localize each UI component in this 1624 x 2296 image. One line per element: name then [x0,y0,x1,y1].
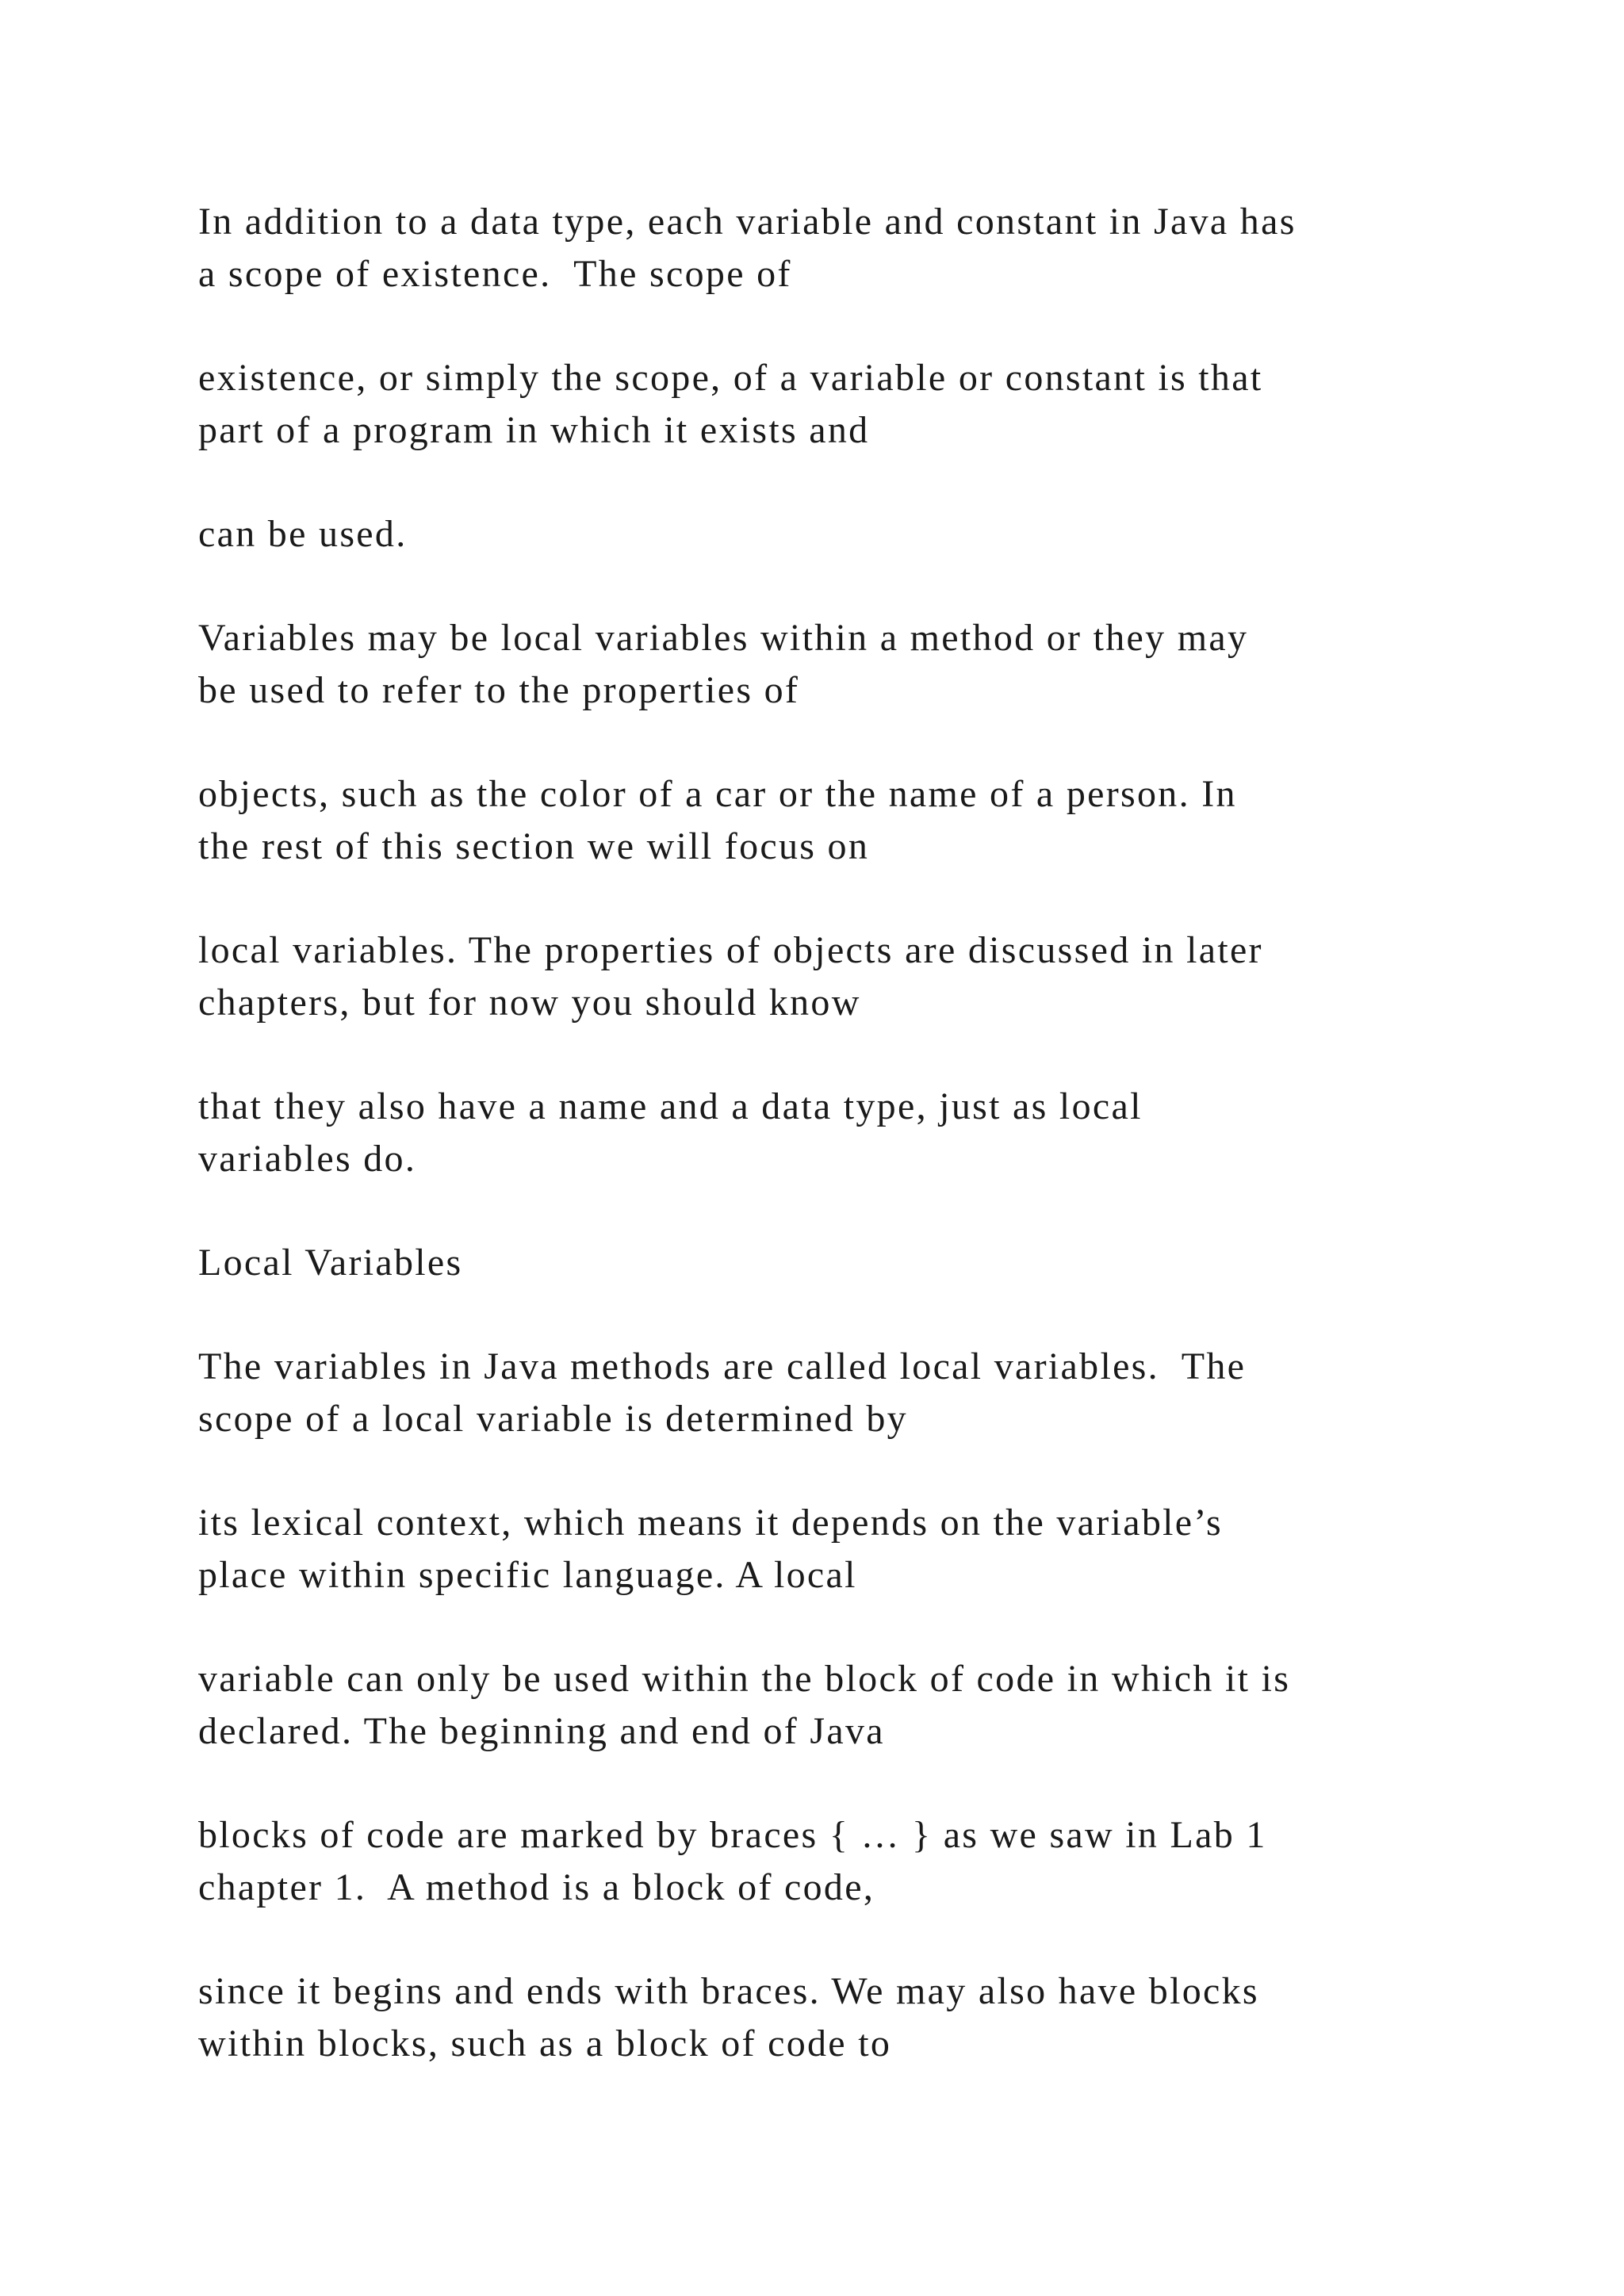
text-line: chapter 1. A method is a block of code, [198,1866,875,1908]
paragraph-scope-intro [198,196,1467,300]
text-line: objects, such as the color of a car or the name of a person. In [198,773,1237,815]
text-line: that they also have a name and a data type, just as local [198,1085,1143,1127]
paragraph-local-variable-scope [198,1341,1467,1445]
text-line: scope of a local variable is determined by [198,1398,908,1440]
text-line: existence, or simply the scope, of a variable or constant is that [198,357,1263,399]
paragraph-scope-definition [198,352,1467,457]
paragraph-local-variables-focus [198,924,1467,1029]
text-line: Variables may be local variables within a method or they may [198,617,1249,659]
paragraph-braces [198,1809,1467,1914]
text-line: declared. The beginning and end of Java [198,1710,885,1752]
text-line: chapters, but for now you should know [198,982,861,1024]
section-heading-local-variables [198,1237,1467,1289]
text-line: In addition to a data type, each variable and constant in Java has [198,201,1297,243]
paragraph-nested-blocks [198,1965,1467,2070]
text-line: The variables in Java methods are called local variables. The [198,1345,1247,1387]
text-line: blocks of code are marked by braces { … } as we saw in Lab 1 [198,1814,1267,1856]
paragraph-variables-kinds [198,612,1467,717]
text-line: its lexical context, which means it depends on the variable’s [198,1502,1223,1544]
document-body [198,196,1467,2122]
text-line: a scope of existence. The scope of [198,253,792,295]
paragraph-block-of-code [198,1653,1467,1758]
section-heading: Local Variables [198,1242,463,1284]
paragraph-can-be-used [198,508,1467,561]
text-line: since it begins and ends with braces. We may also have blocks [198,1970,1259,2012]
text-line: variable can only be used within the block of code in which it is [198,1658,1291,1700]
text-line: place within specific language. A local [198,1554,857,1596]
text-line: local variables. The properties of objects are discussed in later [198,929,1263,971]
text-line: part of a program in which it exists and [198,409,870,451]
text-line: the rest of this section we will focus on [198,825,870,867]
text-line: variables do. [198,1138,417,1180]
text-line: within blocks, such as a block of code to [198,2022,892,2064]
paragraph-objects-example [198,768,1467,873]
paragraph-name-and-type [198,1081,1467,1185]
text-line: can be used. [198,513,408,555]
text-line: be used to refer to the properties of [198,669,800,711]
paragraph-lexical-context [198,1497,1467,1601]
